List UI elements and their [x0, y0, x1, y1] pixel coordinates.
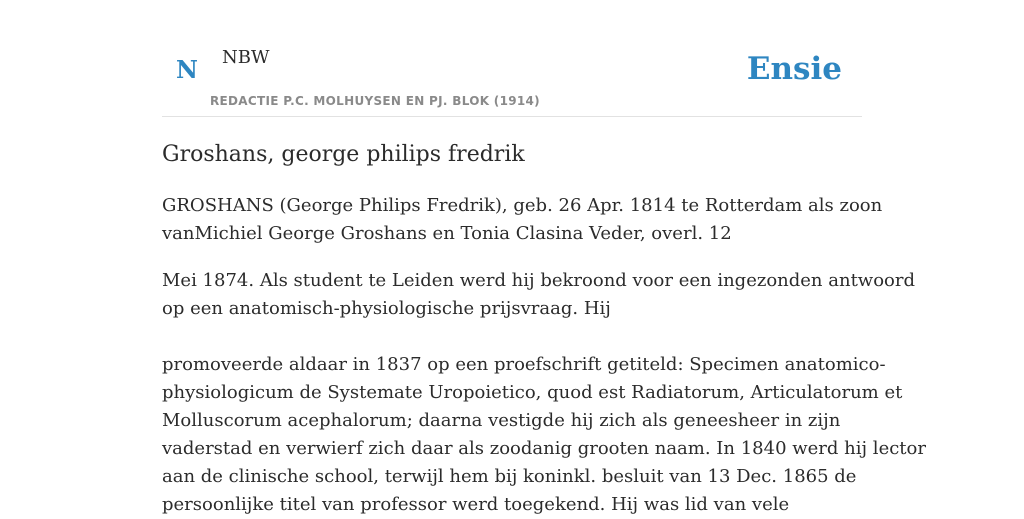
paragraph-line: op een anatomisch-physiologische prijsvraag. Hij — [162, 298, 611, 319]
paragraph-line: Molluscorum acephalorum; daarna vestigde hij zich als geneesheer in zijn — [162, 410, 841, 431]
source-logo-icon[interactable]: N — [176, 55, 198, 84]
paragraph-line: persoonlijke titel van professor werd toegekend. Hij was lid van vele — [162, 494, 790, 515]
paragraph-line: physiologicum de Systemate Uropoietico, quod est Radiatorum, Articulatorum et — [162, 382, 903, 403]
brand-logo[interactable]: Ensie — [746, 51, 842, 87]
source-name[interactable]: NBW — [222, 47, 270, 68]
paragraph-line: aan de clinische school, terwijl hem bij koninkl. besluit van 13 Dec. 1865 de — [162, 466, 857, 487]
article-paragraph — [162, 267, 916, 323]
source-subtitle: REDACTIE P.C. MOLHUYSEN EN PJ. BLOK (1914) — [210, 94, 540, 108]
article-paragraph — [162, 351, 926, 519]
paragraph-line: Mei 1874. Als student te Leiden werd hij bekroond voor een ingezonden antwoord — [162, 270, 916, 291]
paragraph-line: vanMichiel George Groshans en Tonia Clasina Veder, overl. 12 — [162, 223, 732, 244]
article-paragraph — [162, 192, 883, 248]
article-title: Groshans, george philips fredrik — [162, 142, 525, 167]
page-header — [162, 0, 862, 117]
paragraph-line: vaderstad en verwierf zich daar als zoodanig grooten naam. In 1840 werd hij lector — [162, 438, 926, 459]
paragraph-line: GROSHANS (George Philips Fredrik), geb. 26 Apr. 1814 te Rotterdam als zoon — [162, 195, 883, 216]
paragraph-line: promoveerde aldaar in 1837 op een proefschrift getiteld: Specimen anatomico- — [162, 354, 886, 375]
